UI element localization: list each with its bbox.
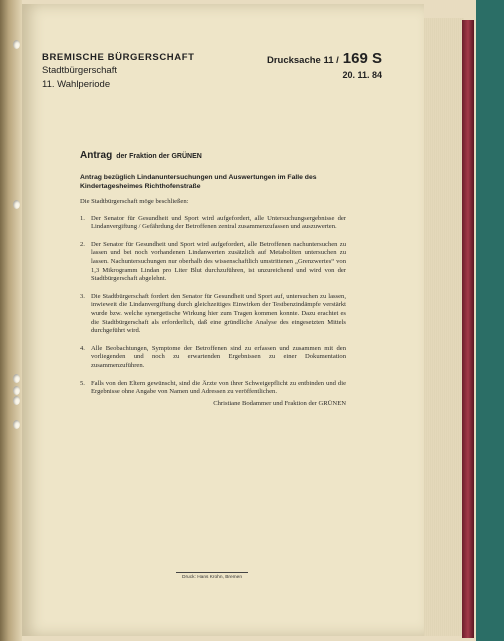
list-item-number: 5. [80, 379, 85, 387]
chamber-name: Stadtbürgerschaft [42, 65, 117, 76]
list-item [80, 241, 346, 284]
book-spine [0, 0, 22, 641]
motion-intro: Die Stadtbürgerschaft möge beschließen: [80, 198, 189, 205]
page-stack-edges [424, 18, 464, 636]
motion-title [80, 145, 202, 163]
printer-footer [176, 572, 248, 580]
list-item-number: 1. [80, 214, 85, 222]
letterhead [42, 52, 195, 93]
printer-credit: Druck: Hans Krohn, Bremen [182, 575, 242, 580]
book-cover-edge [462, 20, 474, 638]
footer-divider [176, 572, 248, 573]
binder-hole [13, 396, 20, 405]
list-item-text: Falls von den Eltern gewünscht, sind die Ärzte von ihrer Schweigepflicht zu entbinden und die Ergebnisse ohne Angabe von Namen und Adressen zu veröffentlichen. [91, 379, 346, 396]
list-item-number: 2. [80, 240, 85, 248]
list-item [80, 293, 346, 336]
list-item-text: Alle Beobachtungen, Symptome der Betroffenen sind zu erfassen und zusammen mit den vorliegenden und noch zu erwartenden Ergebnissen zu einer Dokumentation zusammenzuführen. [91, 344, 346, 369]
antrag-word: Antrag [80, 150, 113, 161]
drucksache-number: 169 S [342, 50, 382, 67]
motion-party: der Fraktion der GRÜNEN [116, 153, 202, 160]
binder-hole [13, 386, 20, 395]
motion-body [80, 198, 346, 408]
list-item-text: Der Senator für Gesundheit und Sport wird aufgefordert, alle Untersuchungsergebnisse der Lindanvergiftung / Gefährdung der Betroffenen zentral zusammenzufassen und auszuwerten. [91, 214, 346, 231]
document-reference [262, 50, 382, 80]
drucksache-label: Drucksache 11 / [266, 55, 339, 66]
binder-hole [13, 200, 20, 209]
list-item-number: 3. [80, 292, 85, 300]
motion-subject: Antrag bezüglich Lindanuntersuchungen und Auswertungen im Falle des Kindertagesheimes Richthofenstraße [80, 174, 317, 190]
list-item [80, 345, 346, 371]
document-date: 20. 11. 84 [342, 70, 382, 80]
list-item-number: 4. [80, 344, 85, 352]
list-item-text: Die Stadtbürgerschaft fordert den Senator für Gesundheit und Sport auf, untersuchen zu lassen, inwieweit die Lindanvergiftung durch gleichzeitiges Einwirken der Testbenzindämpfe verstärkt wurde bzw. welche synergetische Wirkung hier zum Tragen kommen konnte. Dazu erachtet es die Stadtbürgerschaft als erforderlich, daß eine gründliche Analyse des eingesetzten Mittels durchgeführt wird. [91, 292, 346, 335]
binder-hole [13, 40, 20, 49]
list-item-text: Der Senator für Gesundheit und Sport wird aufgefordert, alle Betroffenen nachuntersuchen zu lassen und bei noch vorhandenen Lindanwerten zusätzlich auf Metaboliten untersuchen zu lassen. Nachuntersuchungen nur oberhalb des wissenschaftlich umstrittenen „Grenzwertes“ von 1,3 Mikrogramm Lindan pro Liter Blut durchzuführen, ist unzureichend und wird von der Stadtbürgerschaft abgelehnt. [91, 240, 346, 283]
legislative-period: 11. Wahlperiode [42, 79, 111, 90]
list-item [80, 380, 346, 397]
organization-name: BREMISCHE BÜRGERSCHAFT [42, 52, 195, 63]
list-item [80, 215, 346, 232]
binder-hole [13, 420, 20, 429]
binder-hole [13, 374, 20, 383]
signature-line: Christiane Bodammer und Fraktion der GRÜNEN [213, 399, 346, 407]
